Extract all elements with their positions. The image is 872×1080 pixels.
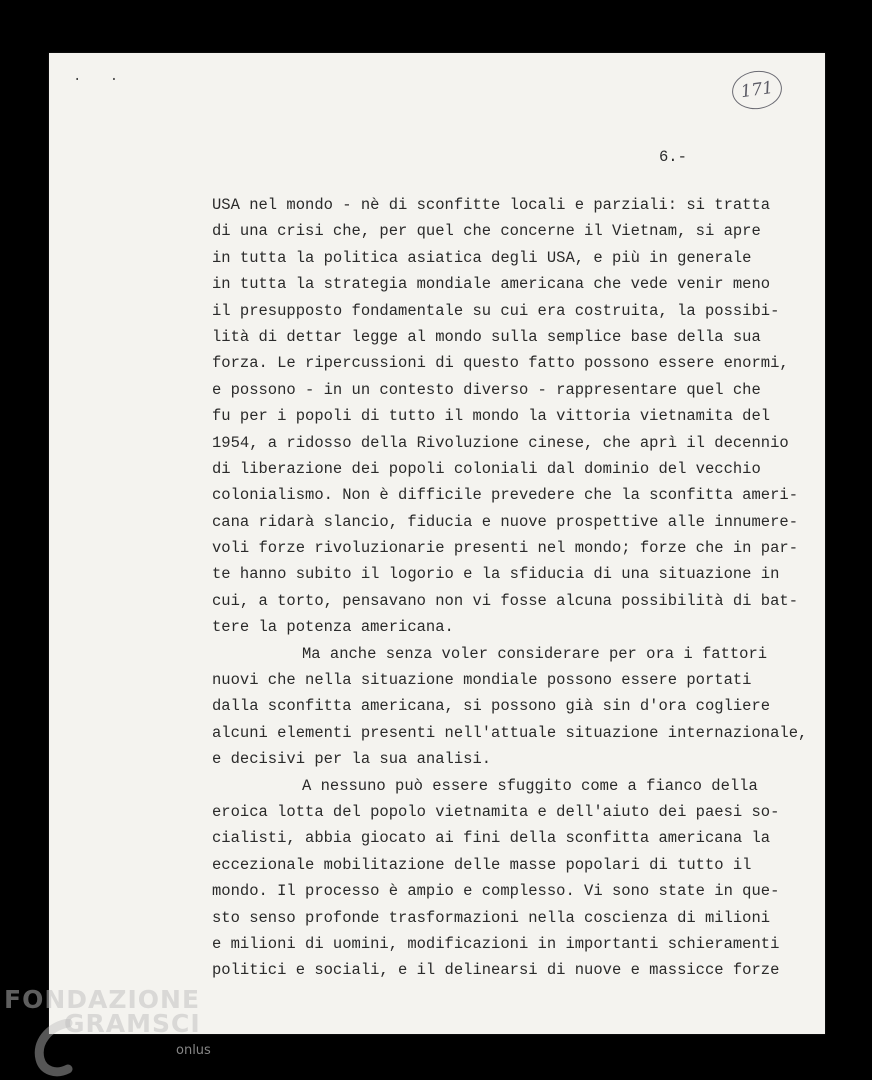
document-page <box>49 53 825 1034</box>
page-number: 6.- <box>659 148 687 166</box>
text-line: cui, a torto, pensavano non vi fosse alcuna possibilità di bat- <box>212 591 798 610</box>
text-line: e milioni di uomini, modificazioni in importanti schieramenti <box>212 934 780 953</box>
text-line: nuovi che nella situazione mondiale possono essere portati <box>212 671 752 690</box>
text-line: tere la potenza americana. <box>212 618 454 637</box>
text-line: di liberazione dei popoli coloniali dal dominio del vecchio <box>212 459 761 478</box>
top-marks: . . <box>73 69 129 85</box>
text-line: cana ridarà slancio, fiducia e nuove prospettive alle innumere- <box>212 512 798 531</box>
archive-stamp-number: 171 <box>739 77 775 103</box>
text-line: il presupposto fondamentale su cui era costruita, la possibi- <box>212 301 780 320</box>
text-line: mondo. Il processo è ampio e complesso. Vi sono state in que- <box>212 882 780 901</box>
text-line: A nessuno può essere sfuggito come a fianco della <box>302 776 758 795</box>
archive-stamp <box>730 68 785 113</box>
text-line: cialisti, abbia giocato ai fini della sconfitta americana la <box>212 829 771 848</box>
text-line: te hanno subito il logorio e la sfiducia di una situazione in <box>212 565 780 584</box>
watermark-line1: FONDAZIONE <box>4 985 201 1014</box>
text-line: di una crisi che, per quel che concerne il Vietnam, si apre <box>212 222 761 241</box>
text-line: alcuni elementi presenti nell'attuale situazione internazionale, <box>212 723 808 742</box>
watermark-line2: GRAMSCI <box>64 1009 201 1038</box>
text-line: politici e sociali, e il delinearsi di nuove e massicce forze <box>212 961 780 980</box>
text-line: lità di dettar legge al mondo sulla semplice base della sua <box>212 327 761 346</box>
text-line: eroica lotta del popolo vietnamita e dell'aiuto dei paesi so- <box>212 802 780 821</box>
text-line: sto senso profonde trasformazioni nella coscienza di milioni <box>212 908 771 927</box>
foundation-swoosh-icon <box>34 1019 98 1077</box>
text-line: USA nel mondo - nè di sconfitte locali e parziali: si tratta <box>212 196 771 214</box>
text-line: e decisivi per la sua analisi. <box>212 750 492 769</box>
text-line: 1954, a ridosso della Rivoluzione cinese, che aprì il decennio <box>212 433 789 452</box>
text-line: forza. Le ripercussioni di questo fatto possono essere enormi, <box>212 354 789 373</box>
text-line: Ma anche senza voler considerare per ora i fattori <box>302 644 768 663</box>
text-line: eccezionale mobilitazione delle masse popolari di tutto il <box>212 855 752 874</box>
text-line: in tutta la strategia mondiale americana che vede venir meno <box>212 275 771 294</box>
typed-text-body <box>212 192 812 984</box>
text-line: colonialismo. Non è difficile prevedere che la sconfitta ameri- <box>212 486 798 505</box>
text-line: in tutta la politica asiatica degli USA, e più in generale <box>212 248 752 267</box>
watermark-line3: onlus <box>176 1043 211 1058</box>
text-line: e possono - in un contesto diverso - rappresentare quel che <box>212 380 761 399</box>
text-line: fu per i popoli di tutto il mondo la vittoria vietnamita del <box>212 407 771 426</box>
watermark-logo <box>4 985 234 1080</box>
text-line: dalla sconfitta americana, si possono già sin d'ora cogliere <box>212 697 771 716</box>
text-line: voli forze rivoluzionarie presenti nel mondo; forze che in par- <box>212 539 798 558</box>
